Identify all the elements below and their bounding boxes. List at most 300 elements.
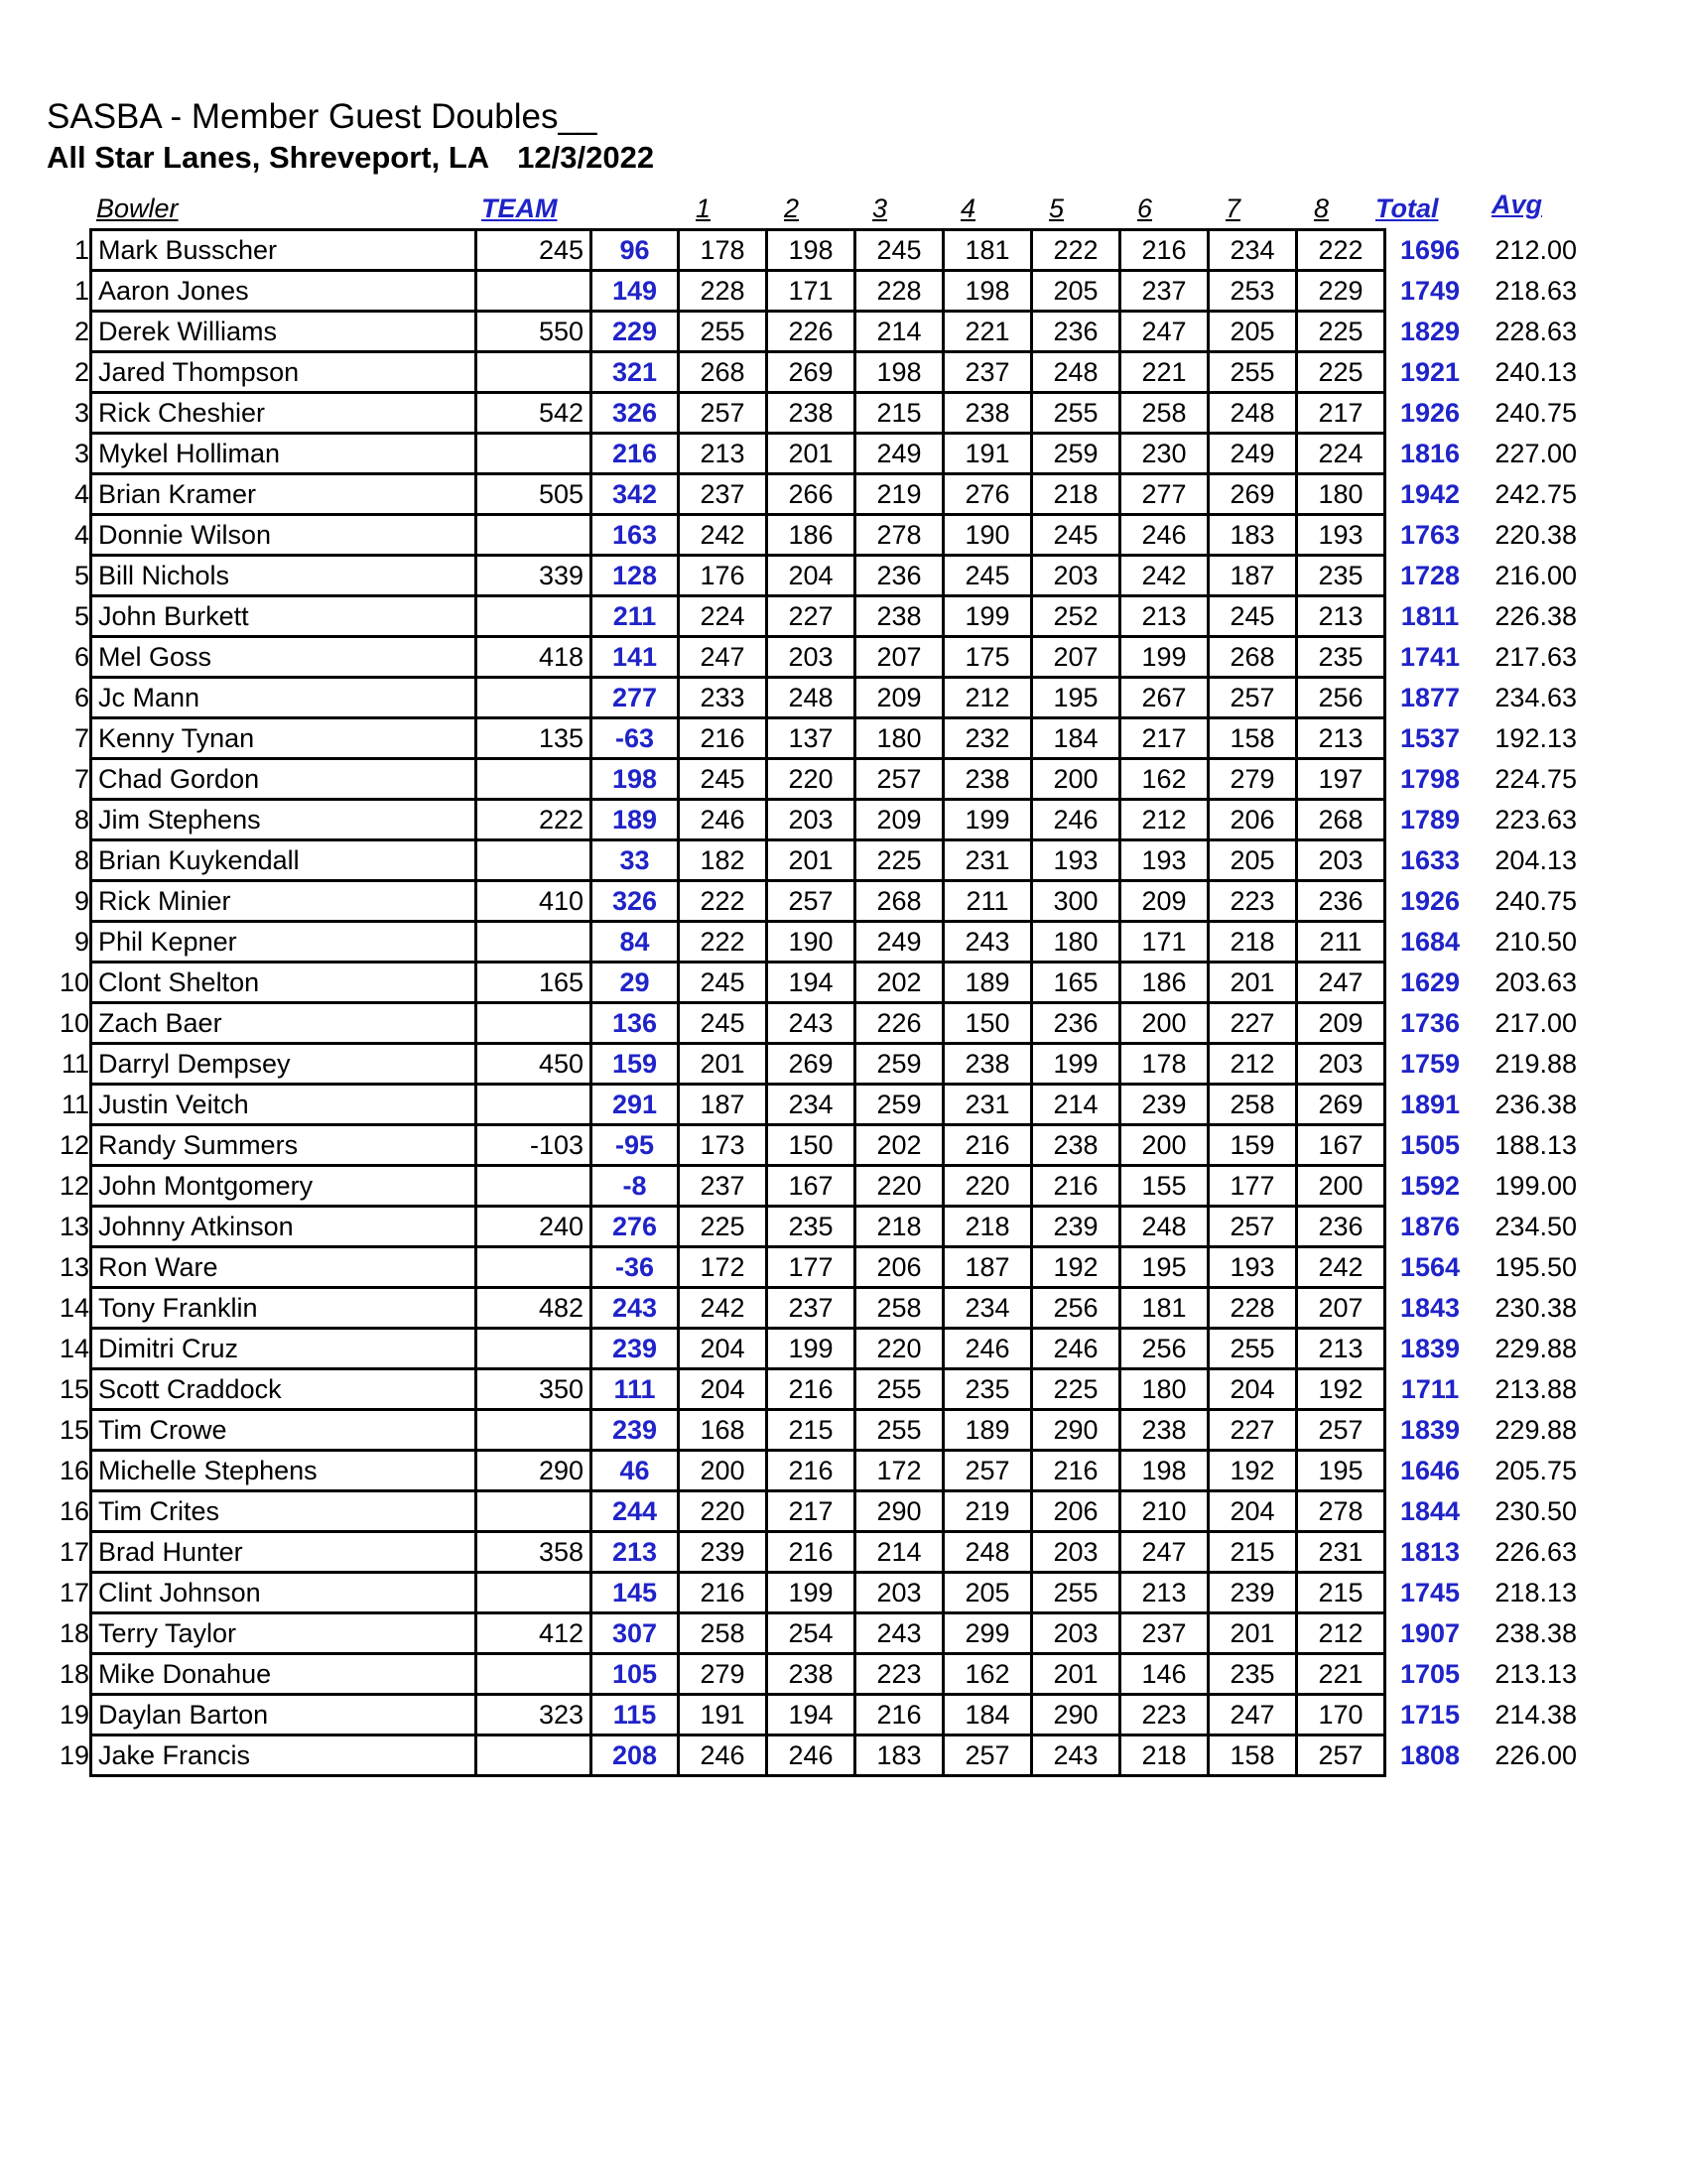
average-cell: 212.00: [1494, 235, 1577, 265]
game-8-cell: 207: [1297, 1288, 1385, 1329]
game-7-cell: 247: [1209, 1695, 1297, 1735]
team-score-cell: 135: [476, 718, 591, 759]
total-cell: 1629: [1399, 967, 1461, 997]
bowler-name-cell: Brian Kramer: [91, 474, 476, 515]
game-1-cell: 222: [679, 922, 767, 963]
handicap-cell: 342: [591, 474, 679, 515]
team-score-cell: 339: [476, 556, 591, 596]
average-cell: 240.13: [1494, 357, 1577, 387]
game-7-cell: 218: [1209, 922, 1297, 963]
position-cell: 1: [73, 235, 89, 265]
game-5-cell: 184: [1032, 718, 1120, 759]
game-2-cell: 254: [767, 1613, 855, 1654]
handicap-cell: 105: [591, 1654, 679, 1695]
game-2-cell: 257: [767, 881, 855, 922]
game-8-cell: 203: [1297, 840, 1385, 881]
game-1-cell: 245: [679, 1003, 767, 1044]
table-row: [40, 515, 1581, 556]
game-8-cell: 203: [1297, 1044, 1385, 1085]
handicap-cell: 115: [591, 1695, 679, 1735]
game-7-cell: 205: [1209, 840, 1297, 881]
game-2-cell: 198: [767, 230, 855, 271]
total-cell: 1763: [1399, 520, 1461, 550]
game-7-cell: 253: [1209, 271, 1297, 312]
game-1-cell: 216: [679, 718, 767, 759]
position-cell: 11: [61, 1049, 89, 1079]
game-2-cell: 248: [767, 678, 855, 718]
game-3-cell: 214: [855, 312, 944, 352]
position-cell: 6: [73, 683, 89, 712]
handicap-cell: -95: [591, 1125, 679, 1166]
game-6-cell: 178: [1120, 1044, 1209, 1085]
bowler-name-cell: Tim Crowe: [91, 1410, 476, 1451]
game-8-cell: 231: [1297, 1532, 1385, 1573]
game-3-cell: 220: [855, 1166, 944, 1207]
average-cell: 226.00: [1494, 1740, 1577, 1770]
table-row: [40, 1369, 1581, 1410]
position-cell: 18: [59, 1659, 89, 1689]
game-7-cell: 268: [1209, 637, 1297, 678]
game-2-cell: 190: [767, 922, 855, 963]
average-cell: 236.38: [1494, 1090, 1577, 1119]
game-7-cell: 258: [1209, 1085, 1297, 1125]
total-cell: 1891: [1399, 1090, 1461, 1119]
game-5-cell: 201: [1032, 1654, 1120, 1695]
table-row: [40, 1532, 1581, 1573]
game-7-cell: 159: [1209, 1125, 1297, 1166]
game-2-cell: 216: [767, 1451, 855, 1491]
average-cell: 223.63: [1494, 805, 1577, 835]
column-header-bowler: Bowler: [96, 193, 179, 223]
game-2-cell: 177: [767, 1247, 855, 1288]
team-score-cell: 350: [476, 1369, 591, 1410]
average-cell: 199.00: [1494, 1171, 1577, 1201]
bowler-name-cell: Mel Goss: [91, 637, 476, 678]
game-3-cell: 228: [855, 271, 944, 312]
position-cell: 8: [73, 845, 89, 875]
table-row: [40, 1695, 1581, 1735]
total-cell: 1926: [1399, 886, 1461, 916]
column-header-avg: Avg: [1492, 190, 1543, 219]
game-5-cell: 238: [1032, 1125, 1120, 1166]
scores-table: [40, 228, 1583, 1777]
game-4-cell: 235: [944, 1369, 1032, 1410]
total-cell: 1715: [1399, 1700, 1461, 1730]
table-row: [40, 922, 1581, 963]
game-5-cell: 195: [1032, 678, 1120, 718]
handicap-cell: 216: [591, 434, 679, 474]
table-row: [40, 1166, 1581, 1207]
bowler-name-cell: John Montgomery: [91, 1166, 476, 1207]
game-6-cell: 146: [1120, 1654, 1209, 1695]
game-6-cell: 221: [1120, 352, 1209, 393]
game-2-cell: 194: [767, 1695, 855, 1735]
game-6-cell: 210: [1120, 1491, 1209, 1532]
team-score-cell: [476, 1573, 591, 1613]
handicap-cell: 326: [591, 393, 679, 434]
game-3-cell: 243: [855, 1613, 944, 1654]
game-4-cell: 162: [944, 1654, 1032, 1695]
game-3-cell: 255: [855, 1369, 944, 1410]
game-6-cell: 171: [1120, 922, 1209, 963]
game-2-cell: 201: [767, 840, 855, 881]
table-row: [40, 596, 1581, 637]
bowler-name-cell: Bill Nichols: [91, 556, 476, 596]
game-3-cell: 216: [855, 1695, 944, 1735]
game-5-cell: 248: [1032, 352, 1120, 393]
bowler-name-cell: Rick Cheshier: [91, 393, 476, 434]
game-4-cell: 190: [944, 515, 1032, 556]
game-6-cell: 195: [1120, 1247, 1209, 1288]
table-row: [40, 434, 1581, 474]
column-header-game-8: 8: [1313, 193, 1330, 223]
game-6-cell: 256: [1120, 1329, 1209, 1369]
average-cell: 220.38: [1494, 520, 1577, 550]
game-1-cell: 237: [679, 474, 767, 515]
game-8-cell: 213: [1297, 1329, 1385, 1369]
average-cell: 192.13: [1494, 723, 1577, 753]
game-3-cell: 225: [855, 840, 944, 881]
game-8-cell: 235: [1297, 556, 1385, 596]
game-2-cell: 220: [767, 759, 855, 800]
game-2-cell: 171: [767, 271, 855, 312]
game-2-cell: 216: [767, 1532, 855, 1573]
average-cell: 218.63: [1494, 276, 1577, 306]
game-5-cell: 222: [1032, 230, 1120, 271]
team-score-cell: -103: [476, 1125, 591, 1166]
position-cell: 11: [61, 1090, 89, 1119]
game-7-cell: 201: [1209, 963, 1297, 1003]
game-6-cell: 242: [1120, 556, 1209, 596]
bowler-name-cell: Daylan Barton: [91, 1695, 476, 1735]
game-1-cell: 182: [679, 840, 767, 881]
game-1-cell: 237: [679, 1166, 767, 1207]
position-cell: 17: [59, 1537, 89, 1567]
game-2-cell: 269: [767, 352, 855, 393]
position-cell: 19: [59, 1740, 89, 1770]
table-row: [40, 1085, 1581, 1125]
bowler-name-cell: Mark Busscher: [91, 230, 476, 271]
game-5-cell: 206: [1032, 1491, 1120, 1532]
table-row: [40, 840, 1581, 881]
game-2-cell: 199: [767, 1573, 855, 1613]
game-7-cell: 257: [1209, 678, 1297, 718]
game-5-cell: 192: [1032, 1247, 1120, 1288]
game-2-cell: 204: [767, 556, 855, 596]
handicap-cell: 84: [591, 922, 679, 963]
game-8-cell: 213: [1297, 718, 1385, 759]
game-4-cell: 276: [944, 474, 1032, 515]
game-4-cell: 218: [944, 1207, 1032, 1247]
game-7-cell: 248: [1209, 393, 1297, 434]
position-cell: 19: [59, 1700, 89, 1730]
game-8-cell: 217: [1297, 393, 1385, 434]
game-1-cell: 178: [679, 230, 767, 271]
game-6-cell: 277: [1120, 474, 1209, 515]
bowler-name-cell: Terry Taylor: [91, 1613, 476, 1654]
game-1-cell: 255: [679, 312, 767, 352]
handicap-cell: 244: [591, 1491, 679, 1532]
game-3-cell: 172: [855, 1451, 944, 1491]
position-cell: 14: [59, 1293, 89, 1323]
game-1-cell: 176: [679, 556, 767, 596]
total-cell: 1736: [1399, 1008, 1461, 1038]
position-cell: 5: [73, 601, 89, 631]
table-row: [40, 1207, 1581, 1247]
team-score-cell: 323: [476, 1695, 591, 1735]
position-cell: 3: [73, 398, 89, 428]
game-2-cell: 137: [767, 718, 855, 759]
game-1-cell: 279: [679, 1654, 767, 1695]
game-7-cell: 255: [1209, 1329, 1297, 1369]
bowler-name-cell: Justin Veitch: [91, 1085, 476, 1125]
table-row: [40, 393, 1581, 434]
game-2-cell: 216: [767, 1369, 855, 1410]
average-cell: 224.75: [1494, 764, 1577, 794]
game-4-cell: 238: [944, 1044, 1032, 1085]
game-5-cell: 239: [1032, 1207, 1120, 1247]
average-cell: 227.00: [1494, 439, 1577, 468]
game-8-cell: 269: [1297, 1085, 1385, 1125]
game-3-cell: 245: [855, 230, 944, 271]
game-4-cell: 221: [944, 312, 1032, 352]
game-3-cell: 257: [855, 759, 944, 800]
game-1-cell: 216: [679, 1573, 767, 1613]
position-cell: 1: [73, 276, 89, 306]
table-row: [40, 963, 1581, 1003]
average-cell: 218.13: [1494, 1578, 1577, 1607]
total-cell: 1537: [1399, 723, 1461, 753]
team-score-cell: 245: [476, 230, 591, 271]
team-score-cell: [476, 271, 591, 312]
bowler-name-cell: Jared Thompson: [91, 352, 476, 393]
handicap-cell: -36: [591, 1247, 679, 1288]
game-3-cell: 183: [855, 1735, 944, 1776]
team-score-cell: 165: [476, 963, 591, 1003]
bowler-name-cell: Chad Gordon: [91, 759, 476, 800]
game-2-cell: 238: [767, 393, 855, 434]
handicap-cell: 189: [591, 800, 679, 840]
game-1-cell: 246: [679, 1735, 767, 1776]
team-score-cell: [476, 840, 591, 881]
bowler-name-cell: Mike Donahue: [91, 1654, 476, 1695]
table-row: [40, 881, 1581, 922]
table-row: [40, 1003, 1581, 1044]
game-1-cell: 247: [679, 637, 767, 678]
game-7-cell: 234: [1209, 230, 1297, 271]
game-2-cell: 199: [767, 1329, 855, 1369]
game-5-cell: 300: [1032, 881, 1120, 922]
bowler-name-cell: Mykel Holliman: [91, 434, 476, 474]
table-row: [40, 1288, 1581, 1329]
handicap-cell: 213: [591, 1532, 679, 1573]
table-row: [40, 1410, 1581, 1451]
game-2-cell: 238: [767, 1654, 855, 1695]
game-1-cell: 204: [679, 1369, 767, 1410]
handicap-cell: 211: [591, 596, 679, 637]
game-7-cell: 158: [1209, 718, 1297, 759]
table-row: [40, 352, 1581, 393]
column-header-game-5: 5: [1048, 193, 1065, 223]
bowler-name-cell: Jake Francis: [91, 1735, 476, 1776]
game-1-cell: 225: [679, 1207, 767, 1247]
position-cell: 9: [73, 886, 89, 916]
bowler-name-cell: Johnny Atkinson: [91, 1207, 476, 1247]
game-7-cell: 257: [1209, 1207, 1297, 1247]
total-cell: 1789: [1399, 805, 1461, 835]
game-1-cell: 245: [679, 759, 767, 800]
game-5-cell: 214: [1032, 1085, 1120, 1125]
game-1-cell: 233: [679, 678, 767, 718]
game-5-cell: 216: [1032, 1451, 1120, 1491]
game-2-cell: 243: [767, 1003, 855, 1044]
bowler-name-cell: Darryl Dempsey: [91, 1044, 476, 1085]
game-5-cell: 218: [1032, 474, 1120, 515]
average-cell: 228.63: [1494, 317, 1577, 346]
handicap-cell: 33: [591, 840, 679, 881]
game-5-cell: 203: [1032, 1532, 1120, 1573]
handicap-cell: 243: [591, 1288, 679, 1329]
game-5-cell: 203: [1032, 1613, 1120, 1654]
game-5-cell: 225: [1032, 1369, 1120, 1410]
handicap-cell: -63: [591, 718, 679, 759]
bowler-name-cell: Aaron Jones: [91, 271, 476, 312]
table-row: [40, 474, 1581, 515]
game-5-cell: 165: [1032, 963, 1120, 1003]
average-cell: 195.50: [1494, 1252, 1577, 1282]
table-row: [40, 312, 1581, 352]
game-3-cell: 258: [855, 1288, 944, 1329]
total-cell: 1921: [1399, 357, 1461, 387]
position-cell: 13: [59, 1212, 89, 1241]
bowler-name-cell: Randy Summers: [91, 1125, 476, 1166]
team-score-cell: 450: [476, 1044, 591, 1085]
total-cell: 1876: [1399, 1212, 1461, 1241]
game-5-cell: 290: [1032, 1695, 1120, 1735]
total-cell: 1696: [1399, 235, 1461, 265]
handicap-cell: 208: [591, 1735, 679, 1776]
table-row: [40, 1451, 1581, 1491]
game-8-cell: 209: [1297, 1003, 1385, 1044]
handicap-cell: 159: [591, 1044, 679, 1085]
total-cell: 1942: [1399, 479, 1461, 509]
game-8-cell: 236: [1297, 881, 1385, 922]
handicap-cell: 326: [591, 881, 679, 922]
average-cell: 242.75: [1494, 479, 1577, 509]
game-4-cell: 184: [944, 1695, 1032, 1735]
handicap-cell: 307: [591, 1613, 679, 1654]
game-1-cell: 172: [679, 1247, 767, 1288]
game-6-cell: 267: [1120, 678, 1209, 718]
game-6-cell: 155: [1120, 1166, 1209, 1207]
game-1-cell: 224: [679, 596, 767, 637]
game-8-cell: 242: [1297, 1247, 1385, 1288]
game-3-cell: 249: [855, 434, 944, 474]
game-5-cell: 290: [1032, 1410, 1120, 1451]
game-4-cell: 257: [944, 1451, 1032, 1491]
game-1-cell: 245: [679, 963, 767, 1003]
game-7-cell: 158: [1209, 1735, 1297, 1776]
average-cell: 216.00: [1494, 561, 1577, 590]
game-1-cell: 204: [679, 1329, 767, 1369]
table-row: [40, 1247, 1581, 1288]
game-2-cell: 269: [767, 1044, 855, 1085]
table-row: [40, 1613, 1581, 1654]
total-cell: 1759: [1399, 1049, 1461, 1079]
game-8-cell: 229: [1297, 271, 1385, 312]
game-4-cell: 212: [944, 678, 1032, 718]
document-title: SASBA - Member Guest Doubles__: [47, 97, 597, 136]
game-4-cell: 211: [944, 881, 1032, 922]
game-3-cell: 220: [855, 1329, 944, 1369]
game-8-cell: 256: [1297, 678, 1385, 718]
game-4-cell: 189: [944, 963, 1032, 1003]
total-cell: 1844: [1399, 1496, 1461, 1526]
position-cell: 9: [73, 927, 89, 957]
position-cell: 13: [59, 1252, 89, 1282]
game-7-cell: 245: [1209, 596, 1297, 637]
game-8-cell: 222: [1297, 230, 1385, 271]
column-header-game-2: 2: [783, 193, 800, 223]
game-5-cell: 255: [1032, 1573, 1120, 1613]
game-6-cell: 162: [1120, 759, 1209, 800]
game-4-cell: 243: [944, 922, 1032, 963]
team-score-cell: [476, 1003, 591, 1044]
game-1-cell: 213: [679, 434, 767, 474]
total-cell: 1745: [1399, 1578, 1461, 1607]
game-8-cell: 167: [1297, 1125, 1385, 1166]
game-2-cell: 203: [767, 637, 855, 678]
game-4-cell: 199: [944, 800, 1032, 840]
game-4-cell: 234: [944, 1288, 1032, 1329]
bowler-name-cell: Tony Franklin: [91, 1288, 476, 1329]
game-8-cell: 268: [1297, 800, 1385, 840]
table-row: [40, 271, 1581, 312]
game-5-cell: 246: [1032, 1329, 1120, 1369]
game-2-cell: 237: [767, 1288, 855, 1329]
handicap-cell: 276: [591, 1207, 679, 1247]
column-header-team: TEAM: [481, 193, 558, 223]
table-row: [40, 759, 1581, 800]
game-6-cell: 213: [1120, 1573, 1209, 1613]
game-3-cell: 236: [855, 556, 944, 596]
game-1-cell: 173: [679, 1125, 767, 1166]
venue: All Star Lanes, Shreveport, LA: [47, 140, 490, 175]
game-8-cell: 215: [1297, 1573, 1385, 1613]
game-1-cell: 187: [679, 1085, 767, 1125]
game-6-cell: 181: [1120, 1288, 1209, 1329]
total-cell: 1811: [1400, 601, 1460, 631]
game-7-cell: 183: [1209, 515, 1297, 556]
position-cell: 4: [73, 479, 89, 509]
game-7-cell: 227: [1209, 1003, 1297, 1044]
game-6-cell: 200: [1120, 1003, 1209, 1044]
team-score-cell: [476, 1654, 591, 1695]
average-cell: 188.13: [1494, 1130, 1577, 1160]
team-score-cell: [476, 1329, 591, 1369]
average-cell: 213.13: [1494, 1659, 1577, 1689]
game-5-cell: 243: [1032, 1735, 1120, 1776]
game-6-cell: 216: [1120, 230, 1209, 271]
bowler-name-cell: Rick Minier: [91, 881, 476, 922]
game-7-cell: 206: [1209, 800, 1297, 840]
game-6-cell: 186: [1120, 963, 1209, 1003]
handicap-cell: 321: [591, 352, 679, 393]
handicap-cell: 239: [591, 1410, 679, 1451]
table-row: [40, 230, 1581, 271]
game-8-cell: 211: [1297, 922, 1385, 963]
game-7-cell: 279: [1209, 759, 1297, 800]
